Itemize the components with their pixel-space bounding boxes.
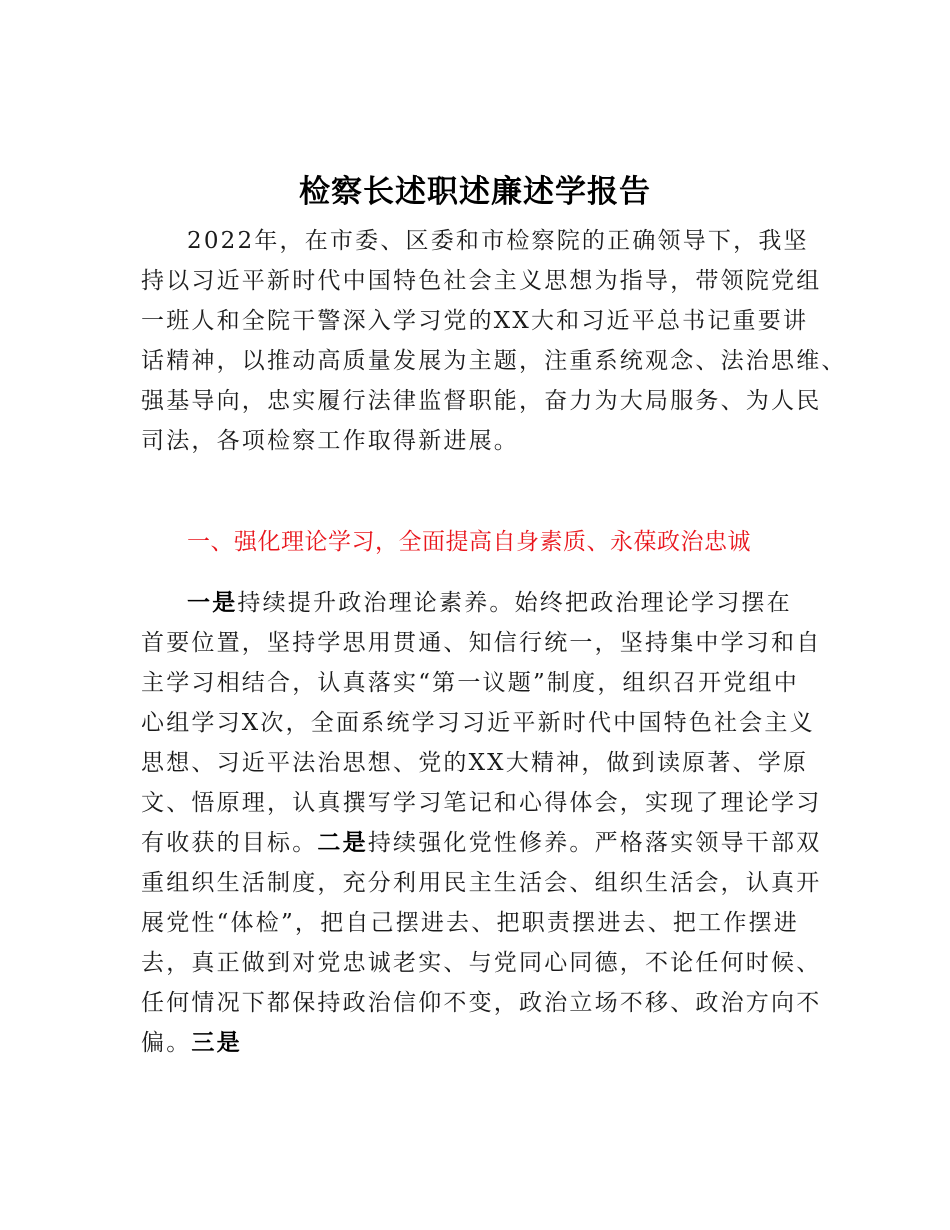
body-line: 去，真正做到对党忠诚老实、与党同心同德，不论任何时候、 [141,950,822,976]
intro-line: 2022年，在市委、区委和市检察院的正确领导下，我坚 [187,228,809,254]
lead-marker: 三是 [191,1029,242,1056]
body-line: 重组织生活制度，充分利用民主生活会、组织生活会，认真开 [141,870,822,896]
body-line: 展党性“体检”，把自己摆进去、把职责摆进去、把工作摆进 [141,910,799,936]
lead-marker: 一是 [187,589,238,616]
intro-line: 司法，各项检察工作取得新进展。 [141,428,519,454]
body-line [141,1028,831,1058]
body-line: 主学习相结合，认真落实“第一议题”制度，组织召开党组中 [141,670,799,696]
lead-marker: 二是 [317,829,368,856]
body-text: 偏。 [141,1030,192,1056]
body-line: 文、悟原理，认真撰写学习笔记和心得体会，实现了理论学习 [141,790,822,816]
body-line [141,828,831,858]
intro-line: 话精神，以推动高质量发展为主题，注重系统观念、法治思维、 [141,348,847,374]
body-line: 心组学习X次，全面系统学习习近平新时代中国特色社会主义 [141,710,815,736]
body-line [187,588,877,618]
intro-line: 持以习近平新时代中国特色社会主义思想为指导，带领院党组 [141,268,822,294]
body-line: 首要位置，坚持学思用贯通、知信行统一，坚持集中学习和自 [141,630,822,656]
body-text: 持续提升政治理论素养。始终把政治理论学习摆在 [237,590,792,616]
intro-line: 一班人和全院干警深入学习党的XX大和习近平总书记重要讲 [141,308,809,334]
body-line: 任何情况下都保持政治信仰不变，政治立场不移、政治方向不 [141,990,822,1016]
body-text: 持续强化党性修养。严格落实领导干部双 [367,830,822,856]
intro-line: 强基导向，忠实履行法律监督职能，奋力为大局服务、为人民 [141,388,822,414]
document-title: 检察长述职述廉述学报告 [299,174,651,210]
body-text: 有收获的目标。 [141,830,318,856]
body-line: 思想、习近平法治思想、党的XX大精神，做到读原著、学原 [141,750,809,776]
section-heading: 一、强化理论学习，全面提高自身素质、永葆政治忠诚 [187,529,751,555]
